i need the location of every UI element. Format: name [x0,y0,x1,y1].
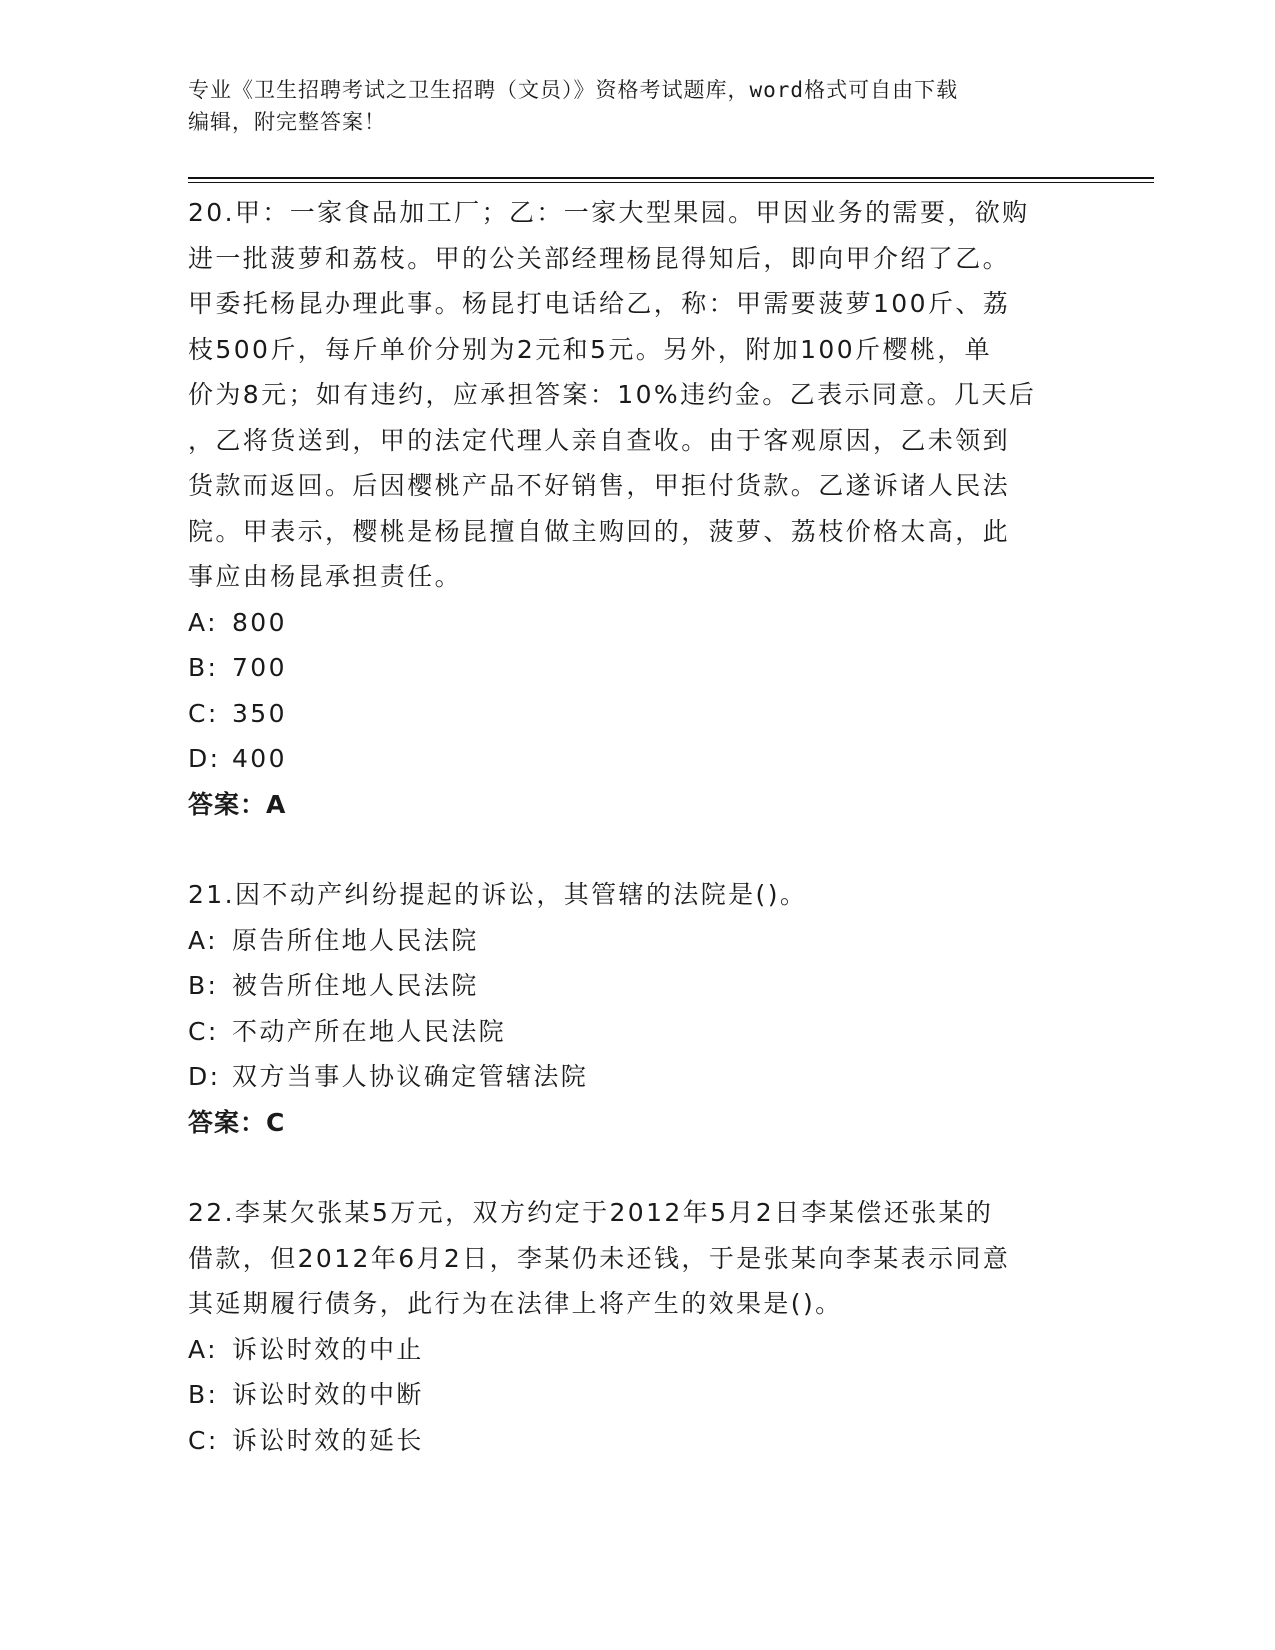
option-text: 诉讼时效的中止 [232,1334,424,1364]
option-c [188,1418,1088,1464]
option-text: 700 [232,653,287,682]
option-text: 400 [232,744,287,773]
question-text-line: 事应由杨昆承担责任。 [188,562,463,591]
question-20-answer: 答案：A [188,789,287,819]
spacer [188,1145,1088,1190]
question-text-line: 甲委托杨昆办理此事。杨昆打电话给乙，称：甲需要菠萝100斤、荔 [188,289,1011,318]
option-text: 诉讼时效的中断 [232,1380,424,1409]
header-divider-thin [188,182,1154,183]
option-a [188,1327,1088,1373]
option-c [188,691,1088,737]
option-b [188,645,1088,691]
option-text: 双方当事人协议确定管辖法院 [232,1062,589,1091]
question-21-answer: 答案：C [188,1107,286,1137]
header-divider-thick [188,177,1154,179]
header-line-2: 编辑，附完整答案！ [188,110,386,134]
question-text-line: 其延期履行债务，此行为在法律上将产生的效果是()。 [188,1289,843,1318]
option-text: 诉讼时效的延长 [232,1425,424,1455]
header-line-1: 专业《卫生招聘考试之卫生招聘（文员）》资格考试题库，word格式可自由下载 [188,78,959,102]
option-key: B: [188,971,219,1000]
option-b [188,963,1088,1009]
question-21 [188,872,1088,1145]
option-key: D: [188,1062,221,1091]
option-text: 350 [232,698,287,728]
option-key: B: [188,1380,219,1409]
option-d [188,736,1088,782]
option-key: A: [188,925,218,955]
option-d [188,1054,1088,1100]
option-text: 不动产所在地人民法院 [232,1016,507,1046]
question-20-options [188,600,1088,782]
question-20-stem [188,190,1088,600]
question-22-stem [188,1190,1088,1327]
spacer [188,827,1088,872]
question-text-line: 价为8元；如有违约，应承担答案：10%违约金。乙表示同意。几天后 [188,380,1037,409]
option-key: C: [188,1016,219,1046]
question-text-line: 20.甲：一家食品加工厂；乙：一家大型果园。甲因业务的需要，欲购 [188,198,1030,227]
option-a [188,600,1088,646]
option-text: 被告所住地人民法院 [232,971,479,1000]
option-c [188,1009,1088,1055]
question-22 [188,1190,1088,1463]
option-key: A: [188,1334,218,1364]
question-text-line: 院。甲表示，樱桃是杨昆擅自做主购回的，菠萝、荔枝价格太高，此 [188,516,1011,546]
question-text-line: 枝500斤，每斤单价分别为2元和5元。另外，附加100斤樱桃，单 [188,334,993,364]
question-text-line: 货款而返回。后因樱桃产品不好销售，甲拒付货款。乙遂诉诸人民法 [188,471,1011,500]
question-20 [188,190,1088,827]
option-key: B: [188,653,219,682]
option-key: D: [188,744,221,773]
option-b [188,1372,1088,1418]
question-text-line: 进一批菠萝和荔枝。甲的公关部经理杨昆得知后，即向甲介绍了乙。 [188,243,1011,273]
question-21-stem [188,872,1088,918]
question-text-line: 借款，但2012年6月2日，李某仍未还钱，于是张某向李某表示同意 [188,1243,1011,1273]
option-key: C: [188,1425,219,1455]
document-header [188,74,1068,138]
question-text-line: ，乙将货送到，甲的法定代理人亲自查收。由于客观原因，乙未领到 [188,425,1011,455]
option-a [188,918,1088,964]
option-key: A: [188,607,218,637]
question-21-options [188,918,1088,1100]
option-key: C: [188,698,219,728]
question-list [188,190,1088,1463]
question-text-line: 22.李某欠张某5万元，双方约定于2012年5月2日李某偿还张某的 [188,1198,994,1227]
option-text: 原告所住地人民法院 [232,925,479,955]
option-text: 800 [232,607,287,637]
question-22-options [188,1327,1088,1464]
question-text-line: 21.因不动产纠纷提起的诉讼，其管辖的法院是()。 [188,880,808,909]
